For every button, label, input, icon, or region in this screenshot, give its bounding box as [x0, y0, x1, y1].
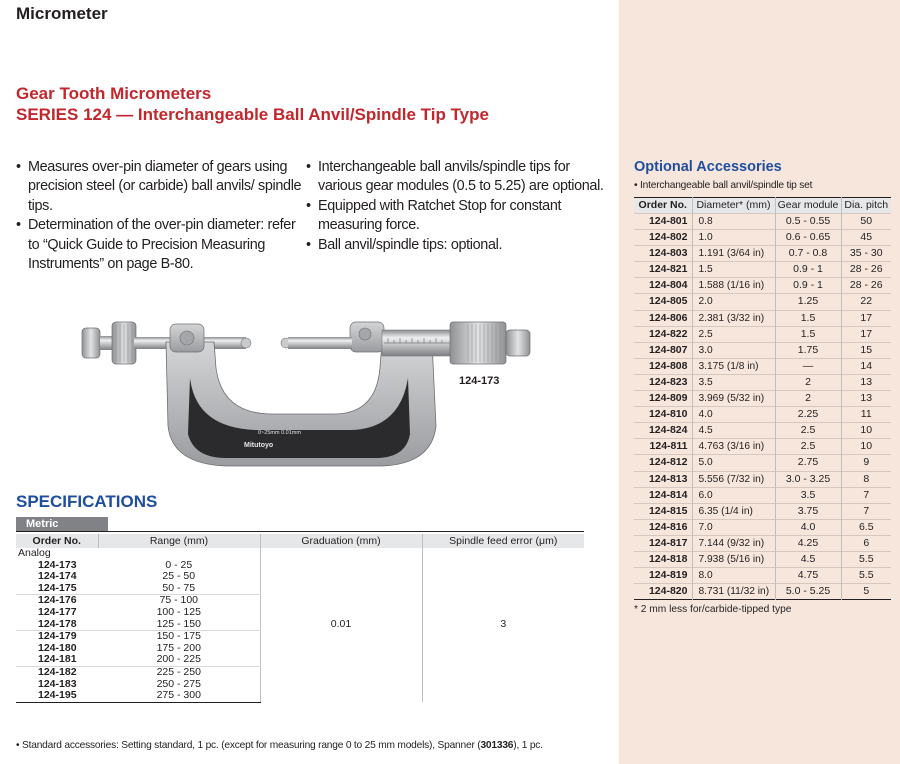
- acc-diameter-inch: 11/32 in): [730, 586, 770, 598]
- acc-gear-module: 2.75: [775, 455, 841, 471]
- acc-diameter-mm: 4.763 (: [698, 441, 731, 453]
- acc-diameter-mm: 0.8: [698, 216, 713, 227]
- product-subtitle: SERIES 124 — Interchangeable Ball Anvil/Spindle Tip Type: [16, 105, 489, 124]
- spec-order-no: 124-195: [16, 690, 98, 702]
- acc-order-no: 124-802: [634, 230, 692, 246]
- spec-group-row: [16, 548, 584, 560]
- acc-diameter: [692, 230, 775, 246]
- acc-diameter-inch: 3/16 in): [730, 441, 765, 453]
- acc-diameter: [692, 535, 775, 551]
- spec-range: 200 - 225: [98, 654, 260, 666]
- acc-dia-pitch: 11: [841, 407, 891, 423]
- acc-gear-module: 5.0 - 5.25: [775, 584, 841, 600]
- acc-diameter: [692, 326, 775, 342]
- spec-order-no: 124-176: [38, 594, 77, 607]
- table-row: [634, 487, 891, 503]
- acc-diameter-mm: 8.731 (: [698, 586, 731, 598]
- acc-diameter-mm: 1.191 (: [698, 248, 731, 260]
- acc-dia-pitch: 28 - 26: [841, 262, 891, 278]
- acc-diameter: [692, 471, 775, 487]
- acc-diameter-mm: 5.0: [698, 457, 713, 469]
- acc-diameter-mm: 1.0: [698, 232, 713, 244]
- table-row: [634, 407, 891, 423]
- table-row: [634, 455, 891, 471]
- feature-item: • Equipped with Ratchet Stop for constant measuring force.: [306, 197, 606, 236]
- acc-diameter-mm: 1.5: [698, 264, 713, 276]
- acc-diameter: [692, 374, 775, 390]
- spindle: [288, 337, 352, 349]
- acc-dia-pitch: 8: [841, 471, 891, 487]
- acc-order-no: 124-810: [634, 407, 692, 423]
- table-row: [634, 214, 891, 230]
- spec-rule: [16, 531, 584, 532]
- acc-diameter: [692, 310, 775, 326]
- metric-tab: Metric: [16, 517, 108, 531]
- acc-order-no: 124-821: [634, 262, 692, 278]
- acc-diameter-inch: 5/16 in): [730, 553, 765, 565]
- spec-order-no: 124-174: [38, 570, 77, 583]
- ball-anvil: [241, 338, 251, 348]
- spec-range: 0 - 25: [98, 560, 260, 572]
- acc-diameter-inch: 1/8 in): [730, 360, 759, 372]
- acc-order-no: 124-806: [634, 310, 692, 326]
- table-row: [634, 519, 891, 535]
- acc-diameter: [692, 455, 775, 471]
- feature-list-left: [16, 158, 308, 274]
- acc-diameter-inch: 1/4 in): [724, 505, 753, 517]
- acc-gear-module: 2.25: [775, 407, 841, 423]
- acc-dia-pitch: 50: [841, 214, 891, 230]
- accessories-footnote: * 2 mm less for/carbide-tipped type: [634, 604, 792, 615]
- acc-diameter-inch: 5/32 in): [730, 393, 765, 405]
- table-row: [634, 246, 891, 262]
- acc-diameter-mm: 3.5: [698, 376, 713, 388]
- acc-dia-pitch: 10: [841, 439, 891, 455]
- acc-gear-module: 0.9 - 1: [775, 262, 841, 278]
- acc-diameter-inch: 7/32 in): [730, 473, 765, 485]
- product-title: Gear Tooth Micrometers: [16, 84, 212, 103]
- acc-order-no: 124-801: [634, 214, 692, 230]
- table-row: [634, 358, 891, 374]
- acc-diameter: [692, 439, 775, 455]
- acc-header-pitch: Dia. pitch: [841, 198, 891, 214]
- acc-diameter: [692, 503, 775, 519]
- acc-gear-module: 1.25: [775, 294, 841, 310]
- acc-diameter: [692, 262, 775, 278]
- acc-diameter-inch: 9/32 in): [730, 537, 765, 549]
- spanner-code: 301336: [480, 740, 514, 751]
- acc-diameter: [692, 342, 775, 358]
- section-title: Micrometer: [16, 4, 108, 23]
- feature-item: • Measures over-pin diameter of gears using precision steel (or carbide) ball anvils/ spindle tips.: [16, 158, 308, 216]
- spec-order-no: 124-177: [38, 605, 77, 618]
- acc-diameter: [692, 568, 775, 584]
- acc-diameter-inch: 3/64 in): [730, 248, 765, 260]
- spec-order-no: 124-179: [38, 630, 77, 643]
- acc-gear-module: 0.6 - 0.65: [775, 230, 841, 246]
- table-row: [634, 551, 891, 567]
- table-row: [634, 568, 891, 584]
- acc-diameter-mm: 4.0: [698, 409, 713, 421]
- spec-order-no: 124-180: [38, 641, 77, 654]
- acc-gear-module: 2: [775, 391, 841, 407]
- thimble: [450, 322, 506, 364]
- accessories-note: • Interchangeable ball anvil/spindle tip set: [634, 180, 813, 191]
- acc-order-no: 124-814: [634, 487, 692, 503]
- acc-diameter-mm: 3.0: [698, 344, 713, 356]
- acc-header-module: Gear module: [775, 198, 841, 214]
- acc-diameter-mm: 5.556 (: [698, 473, 731, 485]
- acc-gear-module: 4.25: [775, 535, 841, 551]
- acc-gear-module: 1.5: [775, 326, 841, 342]
- clamp-screw: [180, 331, 194, 345]
- acc-diameter: [692, 584, 775, 600]
- acc-diameter-mm: 8.0: [698, 570, 713, 582]
- acc-dia-pitch: 13: [841, 391, 891, 407]
- anvil-clamp-knob: [82, 322, 136, 364]
- acc-order-no: 124-811: [634, 439, 692, 455]
- table-row: [634, 278, 891, 294]
- spec-group-label: Analog: [18, 547, 51, 559]
- spec-range: 225 - 250: [98, 666, 260, 678]
- acc-gear-module: 4.0: [775, 519, 841, 535]
- acc-diameter-mm: 1.588 (: [698, 280, 731, 292]
- acc-header-order: Order No.: [634, 198, 692, 214]
- brand-logo: Mitutoyo: [244, 442, 274, 449]
- acc-diameter: [692, 294, 775, 310]
- feature-list-right: [306, 158, 606, 255]
- acc-diameter-mm: 4.5: [698, 425, 713, 437]
- acc-diameter-mm: 2.0: [698, 296, 713, 308]
- spec-header-order: Order No.: [16, 534, 98, 548]
- acc-gear-module: 4.5: [775, 551, 841, 567]
- spec-header-feed-error: Spindle feed error (μm): [422, 534, 584, 548]
- accessories-table: [634, 197, 891, 600]
- acc-dia-pitch: 17: [841, 310, 891, 326]
- acc-diameter: [692, 519, 775, 535]
- spec-order-no: 124-183: [38, 677, 77, 690]
- acc-order-no: 124-818: [634, 551, 692, 567]
- spec-range: 50 - 75: [98, 583, 260, 595]
- acc-diameter: [692, 423, 775, 439]
- standard-accessories-note: [16, 740, 543, 751]
- acc-dia-pitch: 28 - 26: [841, 278, 891, 294]
- photo-model-label: 124-173: [459, 375, 500, 387]
- acc-order-no: 124-805: [634, 294, 692, 310]
- acc-diameter-mm: 6.35 (: [698, 505, 725, 517]
- spec-order-no: 124-173: [38, 558, 77, 571]
- spec-order-no: 124-182: [38, 665, 77, 678]
- spec-range: 150 - 175: [98, 631, 260, 643]
- spec-header-range: Range (mm): [98, 534, 260, 548]
- spec-range: 100 - 125: [98, 607, 260, 619]
- acc-order-no: 124-804: [634, 278, 692, 294]
- acc-gear-module: 2: [775, 374, 841, 390]
- acc-diameter-mm: 6.0: [698, 489, 713, 501]
- acc-dia-pitch: 17: [841, 326, 891, 342]
- feature-item: • Ball anvil/spindle tips: optional.: [306, 236, 606, 255]
- acc-gear-module: 0.5 - 0.55: [775, 214, 841, 230]
- acc-diameter-mm: 3.175 (: [698, 360, 731, 372]
- acc-diameter: [692, 358, 775, 374]
- acc-dia-pitch: 14: [841, 358, 891, 374]
- acc-dia-pitch: 5.5: [841, 551, 891, 567]
- spec-range: 275 - 300: [98, 690, 260, 702]
- table-row: [634, 584, 891, 600]
- acc-dia-pitch: 7: [841, 503, 891, 519]
- acc-header-diameter: Diameter* (mm): [692, 198, 775, 214]
- table-row: [634, 391, 891, 407]
- table-row: [634, 439, 891, 455]
- acc-dia-pitch: 35 - 30: [841, 246, 891, 262]
- acc-diameter-mm: 7.0: [698, 521, 713, 533]
- acc-dia-pitch: 45: [841, 230, 891, 246]
- spec-order-no: 124-181: [16, 654, 98, 666]
- acc-gear-module: —: [775, 358, 841, 374]
- acc-diameter-mm: 7.144 (: [698, 537, 731, 549]
- acc-order-no: 124-813: [634, 471, 692, 487]
- table-row: [634, 294, 891, 310]
- acc-diameter: [692, 487, 775, 503]
- acc-order-no: 124-817: [634, 535, 692, 551]
- acc-order-no: 124-823: [634, 374, 692, 390]
- spec-header-graduation: Graduation (mm): [260, 534, 422, 548]
- spec-order-no: 124-178: [16, 619, 98, 631]
- acc-diameter-mm: 2.5: [698, 328, 713, 340]
- acc-dia-pitch: 6: [841, 535, 891, 551]
- acc-diameter: [692, 551, 775, 567]
- acc-gear-module: 2.5: [775, 423, 841, 439]
- acc-dia-pitch: 9: [841, 455, 891, 471]
- acc-order-no: 124-816: [634, 519, 692, 535]
- acc-gear-module: 4.75: [775, 568, 841, 584]
- acc-dia-pitch: 7: [841, 487, 891, 503]
- lock-screw: [359, 328, 371, 340]
- acc-dia-pitch: 15: [841, 342, 891, 358]
- acc-gear-module: 3.0 - 3.25: [775, 471, 841, 487]
- acc-order-no: 124-819: [634, 568, 692, 584]
- acc-dia-pitch: 5.5: [841, 568, 891, 584]
- acc-dia-pitch: 5: [841, 584, 891, 600]
- feature-item: • Determination of the over-pin diameter: refer to “Quick Guide to Precision Measuring Instruments” on page B-80.: [16, 216, 308, 274]
- acc-gear-module: 3.5: [775, 487, 841, 503]
- acc-gear-module: 1.75: [775, 342, 841, 358]
- feature-item: • Interchangeable ball anvils/spindle tips for various gear modules (0.5 to 5.25) are optional.: [306, 158, 606, 197]
- acc-diameter-inch: 3/32 in): [730, 312, 765, 324]
- acc-order-no: 124-807: [634, 342, 692, 358]
- specifications-table: [16, 534, 584, 703]
- acc-order-no: 124-803: [634, 246, 692, 262]
- spec-range: 250 - 275: [98, 679, 260, 691]
- acc-order-no: 124-815: [634, 503, 692, 519]
- optional-accessories-title: Optional Accessories: [634, 159, 782, 175]
- acc-gear-module: 2.5: [775, 439, 841, 455]
- specifications-title: SPECIFICATIONS: [16, 492, 158, 511]
- acc-diameter: [692, 391, 775, 407]
- acc-gear-module: 1.5: [775, 310, 841, 326]
- acc-order-no: 124-808: [634, 358, 692, 374]
- acc-gear-module: 0.7 - 0.8: [775, 246, 841, 262]
- frame-range-text: 0~25mm 0.01mm: [258, 430, 301, 436]
- acc-dia-pitch: 6.5: [841, 519, 891, 535]
- acc-diameter-mm: 7.938 (: [698, 553, 731, 565]
- acc-diameter: [692, 278, 775, 294]
- spec-range: 125 - 150: [98, 619, 260, 631]
- table-row: [634, 310, 891, 326]
- acc-dia-pitch: 13: [841, 374, 891, 390]
- acc-diameter: [692, 246, 775, 262]
- spec-feed-error: 3: [500, 618, 507, 631]
- acc-diameter-mm: 3.969 (: [698, 393, 731, 405]
- spec-order-no: 124-175: [16, 583, 98, 595]
- note-text: • Standard accessories: Setting standard, 1 pc. (except for measuring range 0 to 25 mm models), Spanner (: [16, 740, 481, 751]
- acc-gear-module: 0.9 - 1: [775, 278, 841, 294]
- table-row: [634, 262, 891, 278]
- ratchet-stop: [506, 330, 530, 356]
- table-row: [634, 374, 891, 390]
- acc-diameter: [692, 214, 775, 230]
- spec-range: 175 - 200: [98, 643, 260, 655]
- table-row: [634, 230, 891, 246]
- spec-range: 75 - 100: [98, 595, 260, 607]
- table-row: [634, 326, 891, 342]
- acc-order-no: 124-812: [634, 455, 692, 471]
- acc-diameter-mm: 2.381 (: [698, 312, 731, 324]
- acc-dia-pitch: 22: [841, 294, 891, 310]
- acc-gear-module: 3.75: [775, 503, 841, 519]
- acc-order-no: 124-822: [634, 326, 692, 342]
- spec-graduation: 0.01: [260, 548, 422, 702]
- acc-diameter-inch: 1/16 in): [730, 280, 765, 292]
- table-row: [634, 535, 891, 551]
- table-row: [634, 423, 891, 439]
- acc-order-no: 124-809: [634, 391, 692, 407]
- spec-range: 25 - 50: [98, 571, 260, 583]
- note-text: ), 1 pc.: [513, 740, 543, 751]
- acc-order-no: 124-820: [634, 584, 692, 600]
- table-row: [634, 503, 891, 519]
- acc-order-no: 124-824: [634, 423, 692, 439]
- micrometer-illustration: [76, 316, 536, 476]
- acc-dia-pitch: 10: [841, 423, 891, 439]
- acc-diameter: [692, 407, 775, 423]
- table-row: [634, 471, 891, 487]
- table-row: [634, 342, 891, 358]
